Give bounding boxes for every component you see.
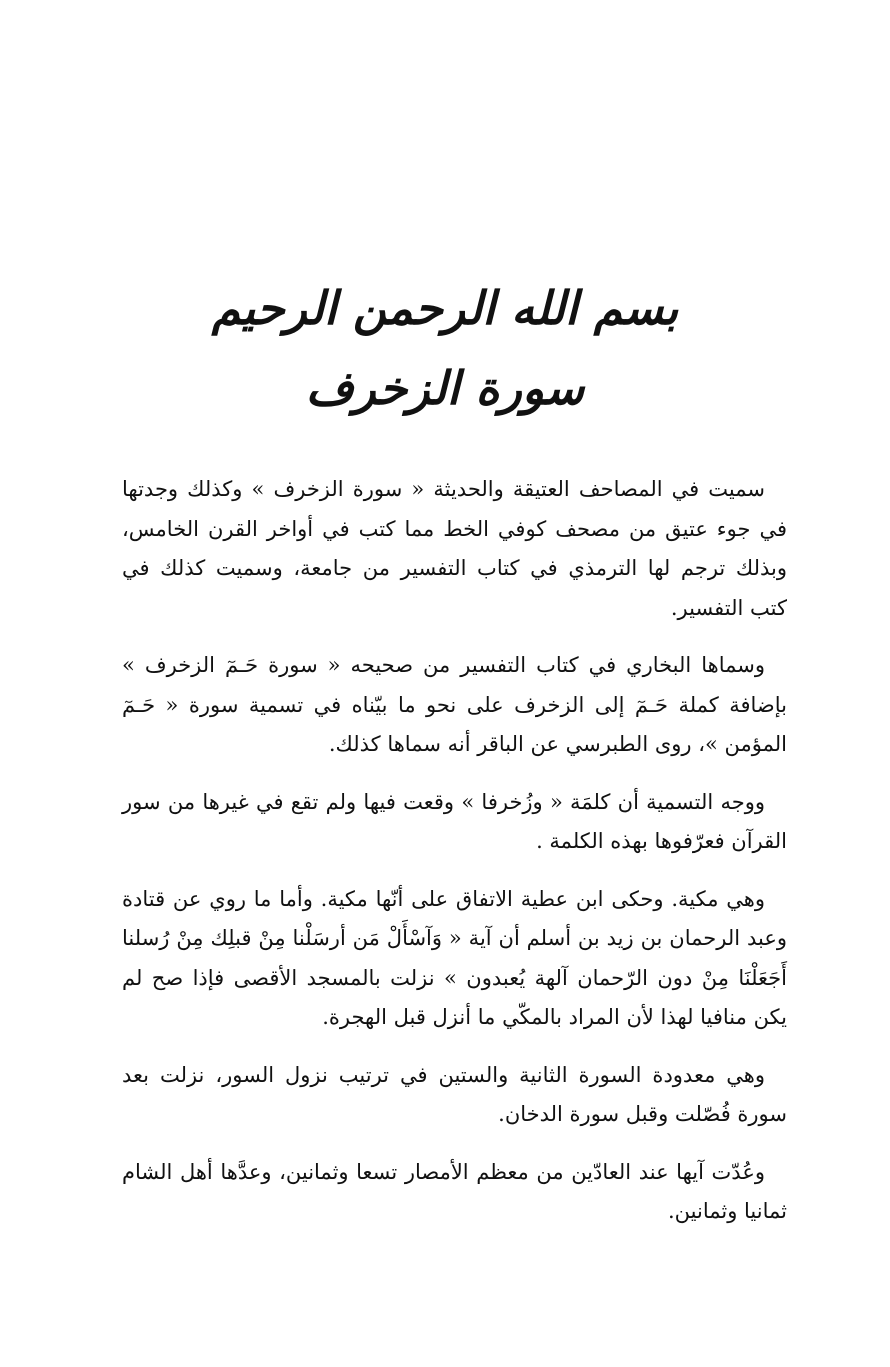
- body-text: [122, 470, 787, 1232]
- surah-title: سورة الزخرف: [305, 361, 585, 415]
- paragraph-naming-reason: ووجه التسمية أن كلمَة « وزُخرفا » وقعت فيها ولم تقع في غيرها من سور القرآن فعرّفوها بهذه الكلمة .: [122, 789, 787, 853]
- paragraph-makki: وهي مكية. وحكى ابن عطية الاتفاق على أنّها مكية. وأما ما روي عن قتادة وعبد الرحمان بن زيد بن أسلم أن آية « وَآسْأَلْ مَن أرسَلْنا مِنْ قبلِك مِنْ رُسلنا أَجَعَلْنَا مِنْ دون الرّحمان آلهة يُعبدون » نزلت بالمسجد الأقصى فإذا صح لم يكن منافيا لهذا لأن المراد بالمكّي ما أنزل قبل الهجرة.: [122, 886, 787, 1029]
- paragraph-bukhari: وسماها البخاري في كتاب التفسير من صحيحه « سورة حَـمٓ الزخرف » بإضافة كملة حَـمٓ إلى الزخرف على نحو ما بيّناه في تسمية سورة « حَـمٓ المؤمن »، روى الطبرسي عن الباقر أنه سماها كذلك.: [122, 653, 787, 756]
- page-header: [0, 268, 890, 428]
- basmala-heading: بسم الله الرحمن الرحيم: [211, 281, 679, 335]
- paragraph-naming: سميت في المصاحف العتيقة والحديثة « سورة الزخرف » وكذلك وجدتها في جوء عتيق من مصحف كوفي الخط مما كتب في أواخر القرن الخامس، وبذلك ترجم لها الترمذي في كتاب التفسير من جامعة، وسميت كذلك في كتب التفسير.: [122, 477, 787, 620]
- paragraph-verse-count: وعُدّت آيها عند العادّين من معظم الأمصار تسعا وثمانين، وعدَّها أهل الشام ثمانيا وثمانين.: [122, 1159, 787, 1223]
- paragraph-revelation-order: وهي معدودة السورة الثانية والستين في ترتيب نزول السور، نزلت بعد سورة فُصّلت وقبل سورة الدخان.: [122, 1062, 787, 1126]
